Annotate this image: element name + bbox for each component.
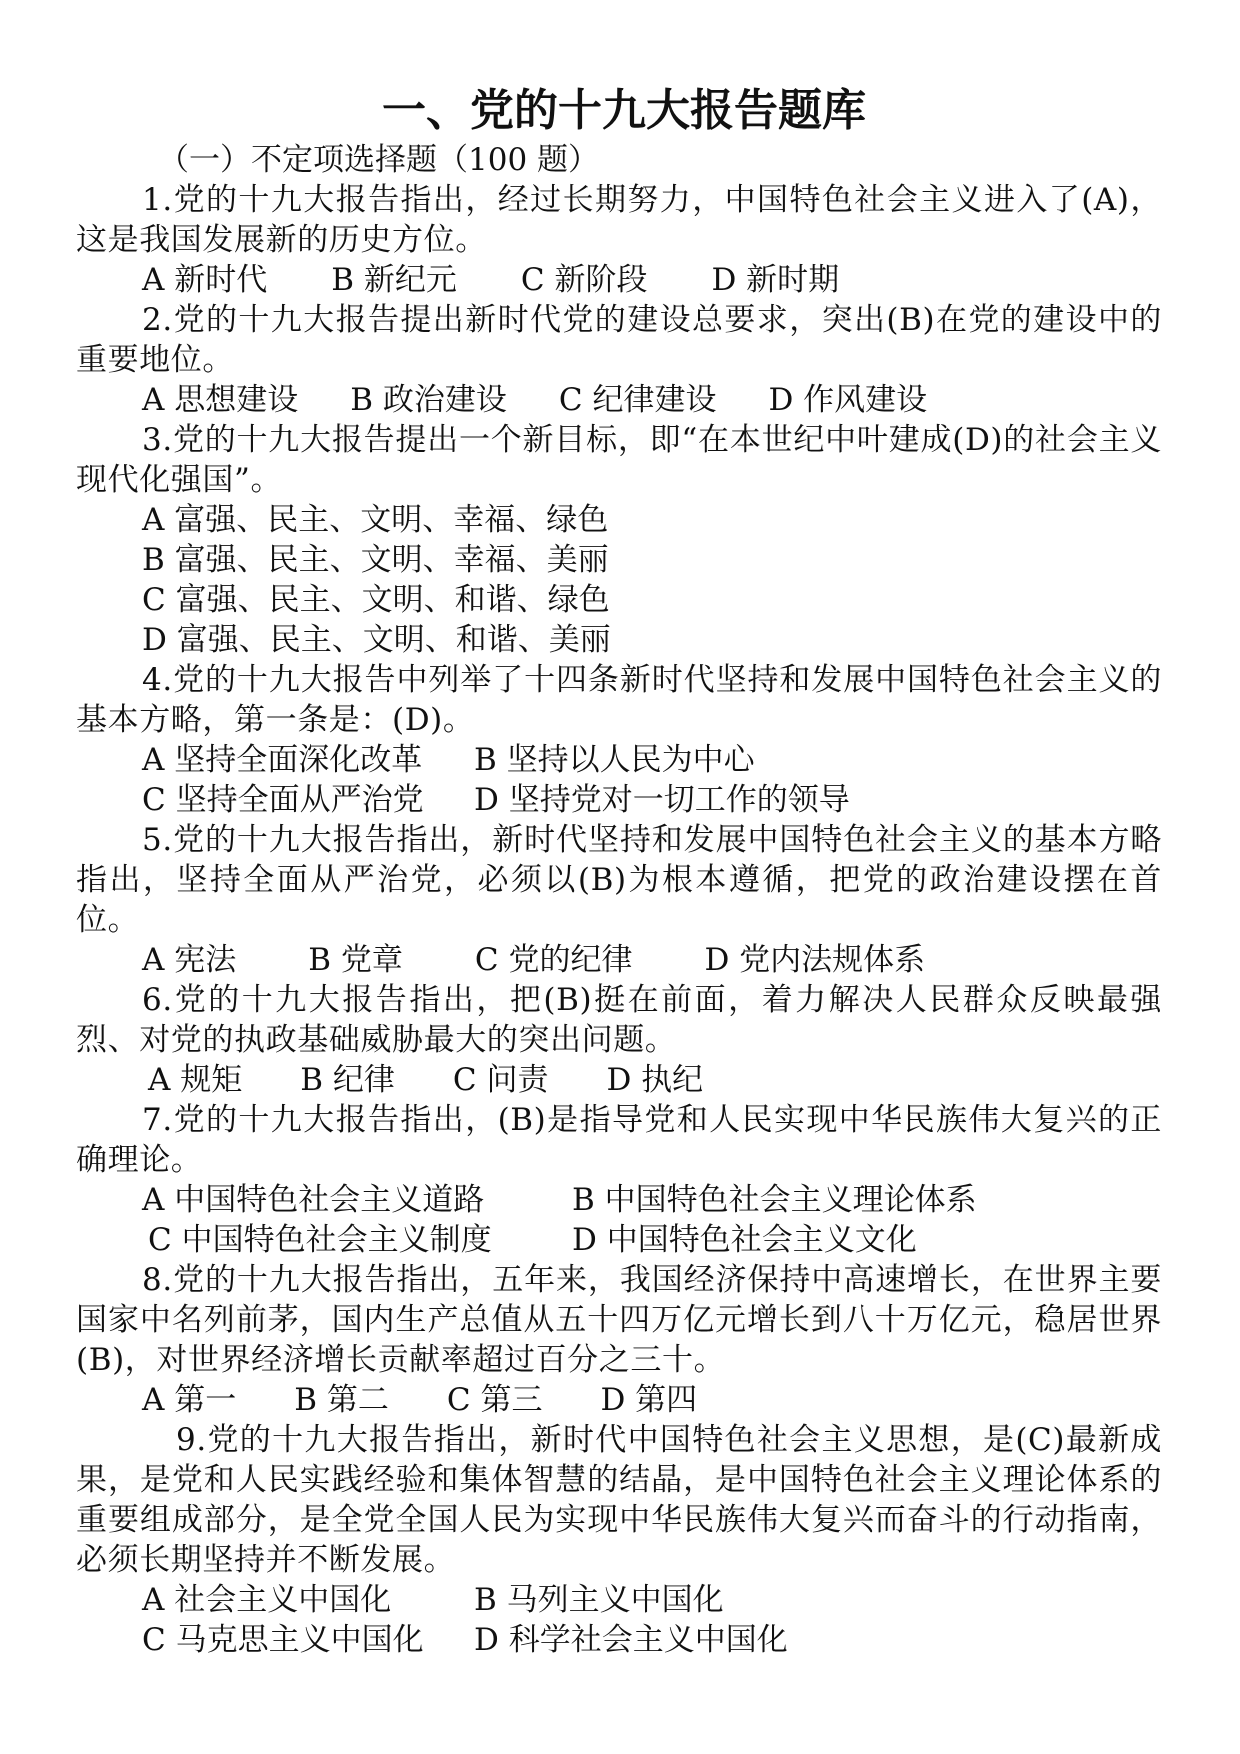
option-d: D 党内法规体系 [704,942,926,978]
question-5: 5.党的十九大报告指出，新时代坚持和发展中国特色社会主义的基本方略指出，坚持全面从严治党，必须以(B)为根本遵循，把党的政治建设摆在首位。 [76,822,1162,938]
question-1: 1.党的十九大报告指出，经过长期努力，中国特色社会主义进入了(A)，这是我国发展新的历史方位。 [76,182,1162,258]
question-5-options [142,940,1162,980]
option-a: A 宪法 [142,942,237,978]
option-b: B 纪律 [300,1062,395,1098]
option-a: A 规矩 [148,1062,243,1098]
page-title: 一、党的十九大报告题库 [382,85,866,136]
question-8-options [142,1380,1162,1420]
option-a: A 社会主义中国化 [142,1582,392,1618]
option-d: D 执纪 [606,1062,704,1098]
option-b: B 马列主义中国化 [474,1582,724,1618]
option-c: C 马克思主义中国化 [142,1622,424,1658]
option-a: A 新时代 [142,262,268,298]
option-c: C 中国特色社会主义制度 [148,1222,492,1258]
option-a: A 富强、民主、文明、幸福、绿色 [142,502,609,538]
question-7-options-row-2 [148,1220,1162,1260]
question-7-options-row-1 [142,1180,1162,1220]
option-d: D 作风建设 [768,382,928,418]
option-d: D 第四 [600,1382,698,1418]
option-c: C 富强、民主、文明、和谐、绿色 [142,582,610,618]
option-c: C 纪律建设 [558,382,717,418]
option-b: B 富强、民主、文明、幸福、美丽 [142,542,609,578]
option-b: B 党章 [308,942,403,978]
option-c: C 问责 [452,1062,549,1098]
question-9-options-row-1 [142,1580,1162,1620]
question-9: 9.党的十九大报告指出，新时代中国特色社会主义思想，是(C)最新成果，是党和人民实践经验和集体智慧的结晶，是中国特色社会主义理论体系的重要组成部分，是全党全国人民为实现中华民族伟大复兴而奋斗的行动指南，必须长期坚持并不断发展。 [76,1422,1162,1578]
question-4-options-row-1 [142,740,1162,780]
option-b: B 第二 [294,1382,389,1418]
option-a: A 思想建设 [142,382,299,418]
option-a: A 坚持全面深化改革 [142,742,423,778]
question-6: 6.党的十九大报告指出，把(B)挺在前面，着力解决人民群众反映最强烈、对党的执政基础威胁最大的突出问题。 [76,982,1162,1058]
question-8: 8.党的十九大报告指出，五年来，我国经济保持中高速增长，在世界主要国家中名列前茅，国内生产总值从五十四万亿元增长到八十万亿元，稳居世界(B)，对世界经济增长贡献率超过百分之三十。 [76,1262,1162,1378]
question-2: 2.党的十九大报告提出新时代党的建设总要求，突出(B)在党的建设中的重要地位。 [76,302,1162,378]
option-c: C 坚持全面从严治党 [142,782,424,818]
option-b: B 坚持以人民为中心 [474,742,755,778]
option-b: B 中国特色社会主义理论体系 [572,1182,977,1218]
option-d: D 新时期 [711,262,840,298]
option-c: C 新阶段 [520,262,648,298]
question-2-options [142,380,1162,420]
option-d: D 坚持党对一切工作的领导 [474,782,850,818]
option-d: D 富强、民主、文明、和谐、美丽 [142,622,611,658]
option-b: B 新纪元 [331,262,457,298]
question-1-options [142,260,1162,300]
option-b: B 政治建设 [350,382,507,418]
section-heading: （一）不定项选择题（100 题） [158,142,600,178]
option-c: C 第三 [446,1382,543,1418]
option-d: D 中国特色社会主义文化 [572,1222,917,1258]
question-7: 7.党的十九大报告指出，(B)是指导党和人民实现中华民族伟大复兴的正确理论。 [76,1102,1162,1178]
question-4-options-row-2 [142,780,1162,820]
question-4: 4.党的十九大报告中列举了十四条新时代坚持和发展中国特色社会主义的基本方略，第一条是：(D)。 [76,662,1162,738]
option-a: A 第一 [142,1382,237,1418]
question-3: 3.党的十九大报告提出一个新目标，即“在本世纪中叶建成(D)的社会主义现代化强国”。 [76,422,1162,498]
option-a: A 中国特色社会主义道路 [142,1182,485,1218]
question-9-options-row-2 [142,1620,1162,1660]
question-6-options [148,1060,1162,1100]
option-c: C 党的纪律 [474,942,633,978]
option-d: D 科学社会主义中国化 [474,1622,788,1658]
